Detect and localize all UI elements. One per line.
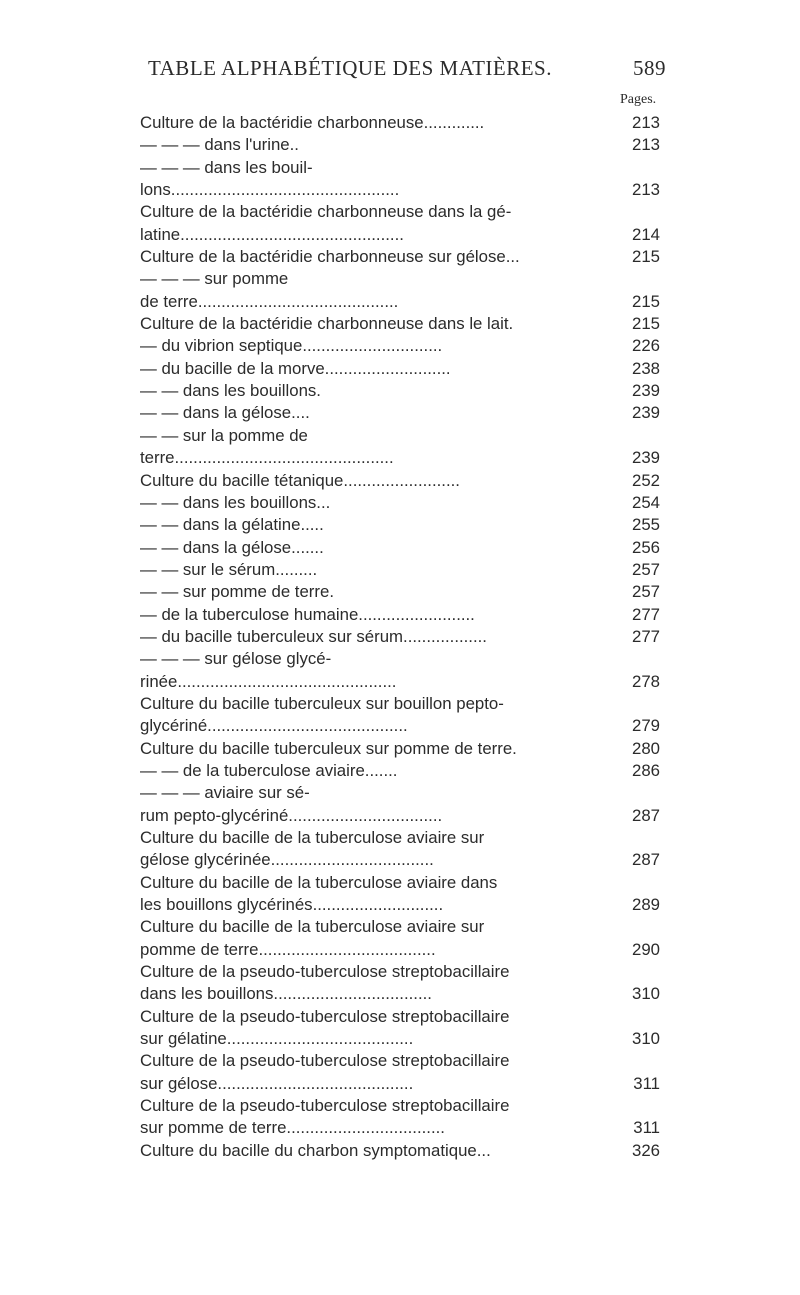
header-page-number: 589 <box>633 56 666 80</box>
entry-page-number: 239 <box>632 448 660 468</box>
entry-page-number: 215 <box>632 247 660 267</box>
index-entry <box>140 358 660 380</box>
entry-page-number: 277 <box>632 626 660 646</box>
index-entry <box>140 201 660 223</box>
index-entry <box>140 514 660 536</box>
entry-text: — du bacille de la morve........................... <box>140 358 451 378</box>
entry-text: — du vibrion septique.............................. <box>140 336 443 356</box>
entry-text: gélose glycérinée................................... <box>140 850 434 870</box>
index-entry <box>140 939 660 961</box>
index-entry <box>140 604 660 626</box>
entry-text: Culture de la bactéridie charbonneuse............. <box>140 113 485 132</box>
index-entry <box>140 470 660 492</box>
entry-text: Culture du bacille de la tuberculose aviaire sur <box>140 917 485 937</box>
entry-text: — — sur le sérum......... <box>140 559 318 579</box>
entry-page-number: 213 <box>632 113 660 132</box>
entry-text: pomme de terre...................................... <box>140 939 436 959</box>
entry-text: Culture du bacille du charbon symptomatique... <box>140 1140 491 1160</box>
entry-text: — — — dans les bouil- <box>140 157 313 177</box>
index-entry <box>140 1006 660 1028</box>
index-entry <box>140 961 660 983</box>
entry-text: Culture du bacille tétanique......................... <box>140 470 460 490</box>
index-entry <box>140 1073 660 1095</box>
entry-text: — du bacille tuberculeux sur sérum.................. <box>140 626 487 646</box>
header-title: TABLE ALPHABÉTIQUE DES MATIÈRES. <box>148 56 552 80</box>
index-entry <box>140 581 660 603</box>
index-entry <box>140 291 660 313</box>
entry-page-number: 252 <box>632 470 660 490</box>
entry-page-number: 287 <box>632 850 660 870</box>
entry-text: terre............................................... <box>140 448 394 468</box>
entry-text: Culture du bacille tuberculeux sur pomme de terre. <box>140 738 517 758</box>
entry-text: sur gélose.......................................... <box>140 1073 414 1093</box>
entry-page-number: 310 <box>632 984 660 1004</box>
entry-text: — — dans la gélose.... <box>140 403 310 423</box>
entry-page-number: 257 <box>632 582 660 602</box>
entry-text: — — dans les bouillons. <box>140 381 321 401</box>
entry-text: Culture de la bactéridie charbonneuse dans la gé- <box>140 202 512 222</box>
entry-text: sur gélatine........................................ <box>140 1029 414 1049</box>
entry-text: Culture de la pseudo-tuberculose streptobacillaire <box>140 1096 510 1116</box>
entry-text: latine................................................ <box>140 224 404 244</box>
entry-page-number: 214 <box>632 224 660 244</box>
entry-page-number: 226 <box>632 336 660 356</box>
entry-page-number: 311 <box>633 1118 660 1138</box>
index-entry <box>140 827 660 849</box>
entry-page-number: 257 <box>632 559 660 579</box>
index-entry <box>140 872 660 894</box>
index-entry <box>140 1050 660 1072</box>
entry-page-number: 289 <box>632 895 660 915</box>
entry-text: — — sur pomme de terre. <box>140 582 334 602</box>
entry-text: lons................................................. <box>140 180 400 200</box>
index-entry <box>140 157 660 179</box>
index-entry <box>140 626 660 648</box>
entry-page-number: 256 <box>632 537 660 557</box>
entry-page-number: 310 <box>632 1029 660 1049</box>
index-entry <box>140 983 660 1005</box>
index-entry <box>140 246 660 268</box>
index-entry <box>140 1117 660 1139</box>
entry-text: Culture de la pseudo-tuberculose streptobacillaire <box>140 962 510 982</box>
entry-page-number: 238 <box>632 358 660 378</box>
entry-text: — — — aviaire sur sé- <box>140 783 310 803</box>
index-entry <box>140 849 660 871</box>
entry-text: Culture de la pseudo-tuberculose streptobacillaire <box>140 1006 510 1026</box>
entry-page-number: 279 <box>632 716 660 736</box>
index-entry <box>140 805 660 827</box>
index-entries <box>140 112 660 1162</box>
index-entry <box>140 313 660 335</box>
entry-page-number: 239 <box>632 403 660 423</box>
entry-page-number: 311 <box>633 1073 660 1093</box>
entry-page-number: 326 <box>632 1140 660 1160</box>
index-entry <box>140 224 660 246</box>
entry-page-number: 280 <box>632 738 660 758</box>
index-entry <box>140 693 660 715</box>
index-entry <box>140 492 660 514</box>
index-entry <box>140 537 660 559</box>
entry-text: les bouillons glycérinés............................ <box>140 895 444 915</box>
entry-text: dans les bouillons.................................. <box>140 984 432 1004</box>
index-entry <box>140 268 660 290</box>
entry-text: — — de la tuberculose aviaire....... <box>140 760 398 780</box>
index-entry <box>140 112 660 134</box>
entry-text: — de la tuberculose humaine......................... <box>140 604 475 624</box>
entry-text: — — dans les bouillons... <box>140 492 331 512</box>
entry-page-number: 255 <box>632 515 660 535</box>
entry-page-number: 290 <box>632 939 660 959</box>
entry-page-number: 215 <box>632 291 660 311</box>
entry-text: Culture du bacille de la tuberculose aviaire dans <box>140 872 498 892</box>
entry-text: Culture de la pseudo-tuberculose streptobacillaire <box>140 1051 510 1071</box>
index-entry <box>140 425 660 447</box>
index-entry <box>140 380 660 402</box>
pages-column-label: Pages. <box>620 92 657 107</box>
entry-text: Culture de la bactéridie charbonneuse sur gélose... <box>140 247 520 267</box>
entry-text: — — dans la gélose....... <box>140 537 324 557</box>
entry-page-number: 287 <box>632 805 660 825</box>
index-entry <box>140 402 660 424</box>
index-entry <box>140 559 660 581</box>
index-entry <box>140 738 660 760</box>
index-entry <box>140 1095 660 1117</box>
index-entry <box>140 760 660 782</box>
entry-page-number: 277 <box>632 604 660 624</box>
entry-text: Culture de la bactéridie charbonneuse dans le lait. <box>140 314 514 334</box>
index-entry <box>140 782 660 804</box>
entry-text: — — — sur pomme <box>140 269 289 289</box>
entry-page-number: 213 <box>632 135 660 155</box>
index-entry <box>140 715 660 737</box>
entry-text: rum pepto-glycériné................................. <box>140 805 443 825</box>
entry-page-number: 254 <box>632 492 660 512</box>
entry-text: Culture du bacille de la tuberculose aviaire sur <box>140 828 485 847</box>
index-entry <box>140 179 660 201</box>
index-entry <box>140 916 660 938</box>
index-entry <box>140 335 660 357</box>
entry-text: sur pomme de terre.................................. <box>140 1118 445 1138</box>
index-entry <box>140 894 660 916</box>
entry-text: — — sur la pomme de <box>140 425 308 445</box>
index-entry <box>140 134 660 156</box>
entry-page-number: 286 <box>632 760 660 780</box>
entry-text: Culture du bacille tuberculeux sur bouillon pepto- <box>140 693 504 713</box>
entry-page-number: 239 <box>632 381 660 401</box>
entry-text: rinée............................................... <box>140 671 397 691</box>
entry-page-number: 213 <box>632 180 660 200</box>
entry-text: — — — sur gélose glycé- <box>140 649 332 669</box>
entry-text: — — dans la gélatine..... <box>140 515 324 535</box>
entry-page-number: 215 <box>632 314 660 334</box>
index-entry <box>140 648 660 670</box>
index-entry <box>140 1028 660 1050</box>
index-entry <box>140 1140 660 1162</box>
entry-text: de terre........................................... <box>140 291 399 311</box>
entry-page-number: 278 <box>632 671 660 691</box>
index-entry <box>140 671 660 693</box>
entry-text: — — — dans l'urine.. <box>140 135 299 155</box>
entry-text: glycériné........................................... <box>140 716 408 736</box>
index-entry <box>140 447 660 469</box>
